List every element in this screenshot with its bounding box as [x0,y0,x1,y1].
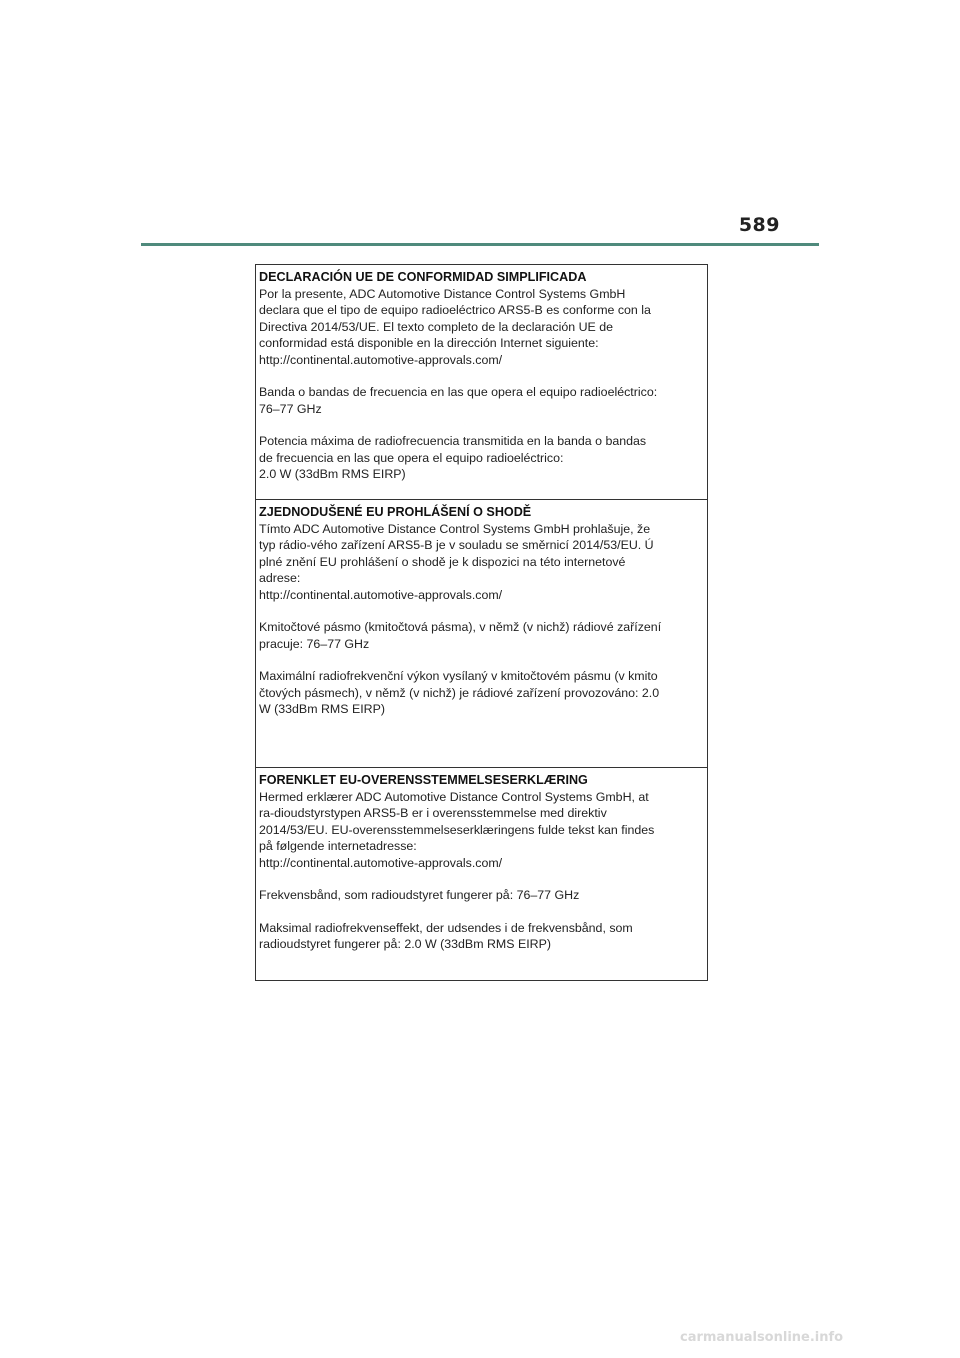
frequency-band-line: Kmitočtové pásmo (kmitočtová pásma), v němž (v nichž) rádiové zařízení [259,620,662,634]
declaration-line: Directiva 2014/53/UE. El texto completo de la declaración UE de [259,319,614,334]
max-power-paragraph [259,668,704,718]
section-title: ZJEDNODUŠENÉ EU PROHLÁŠENÍ O SHODĚ [259,505,532,519]
section-danish-declaration [256,767,707,980]
site-watermark: carmanualsonline.info [680,1330,844,1345]
max-power-line: čtových pásmech), v němž (v nichž) je rádiové zařízení provozováno: 2.0 [259,685,660,700]
max-power-paragraph [259,920,704,953]
page-number: 589 [738,214,780,236]
declaration-paragraph [259,286,704,369]
max-power-line: radioudstyret fungerer på: 2.0 W (33dBm RMS EIRP) [259,937,551,951]
approvals-url[interactable]: http://continental.automotive-approvals.com/ [259,587,503,602]
section-title: FORENKLET EU-OVERENSSTEMMELSESERKLÆRING [259,773,588,787]
section-czech-declaration [256,499,707,767]
declaration-line: plné znění EU prohlášení o shodě je k dispozici na této internetové [259,554,626,569]
frequency-band-line: 76–77 GHz [259,401,322,416]
approvals-url[interactable]: http://continental.automotive-approvals.com/ [259,352,503,367]
declaration-line: Por la presente, ADC Automotive Distance Control Systems GmbH [259,286,626,301]
declaration-line: på følgende internetadresse: [259,839,417,853]
declaration-line: ra-dioudstyrstypen ARS5-B er i overensstemmelse med direktiv [259,806,607,820]
max-power-paragraph [259,433,704,483]
declaration-paragraph [259,789,704,872]
declaration-line: typ rádio-vého zařízení ARS5-B je v souladu se směrnicí 2014/53/EU. Ú [259,538,654,552]
frequency-band-paragraph [259,384,704,417]
declaration-line: declara que el tipo de equipo radioeléctrico ARS5-B es conforme con la [259,303,651,317]
declaration-line: conformidad está disponible en la dirección Internet siguiente: [259,336,599,350]
certification-box [255,264,708,981]
max-power-line: Maximální radiofrekvenční výkon vysílaný v kmitočtovém pásmu (v kmito [259,669,658,683]
declaration-line: adrese: [259,571,301,585]
declaration-line: Hermed erklærer ADC Automotive Distance Control Systems GmbH, at [259,789,649,804]
frequency-band-paragraph [259,619,704,652]
frequency-band-line: pracuje: 76–77 GHz [259,636,370,651]
section-title: DECLARACIÓN UE DE CONFORMIDAD SIMPLIFICADA [259,270,587,284]
declaration-line: Tímto ADC Automotive Distance Control Systems GmbH prohlašuje, že [259,521,651,536]
approvals-url[interactable]: http://continental.automotive-approvals.com/ [259,855,503,870]
header-rule [141,243,819,246]
declaration-line: 2014/53/EU. EU-overensstemmelseserklæringens fulde tekst kan findes [259,822,655,837]
frequency-band-paragraph [259,887,704,904]
max-power-line: Maksimal radiofrekvenseffekt, der udsendes i de frekvensbånd, som [259,920,633,935]
max-power-line: de frecuencia en las que opera el equipo radioeléctrico: [259,450,564,465]
section-spanish-declaration [256,265,707,499]
max-power-line: 2.0 W (33dBm RMS EIRP) [259,467,406,481]
frequency-band-line: Frekvensbånd, som radioudstyret fungerer på: 76–77 GHz [259,888,580,902]
declaration-paragraph [259,521,704,604]
max-power-line: W (33dBm RMS EIRP) [259,702,385,716]
max-power-line: Potencia máxima de radiofrecuencia transmitida en la banda o bandas [259,434,647,448]
frequency-band-line: Banda o bandas de frecuencia en las que opera el equipo radioeléctrico: [259,385,658,399]
